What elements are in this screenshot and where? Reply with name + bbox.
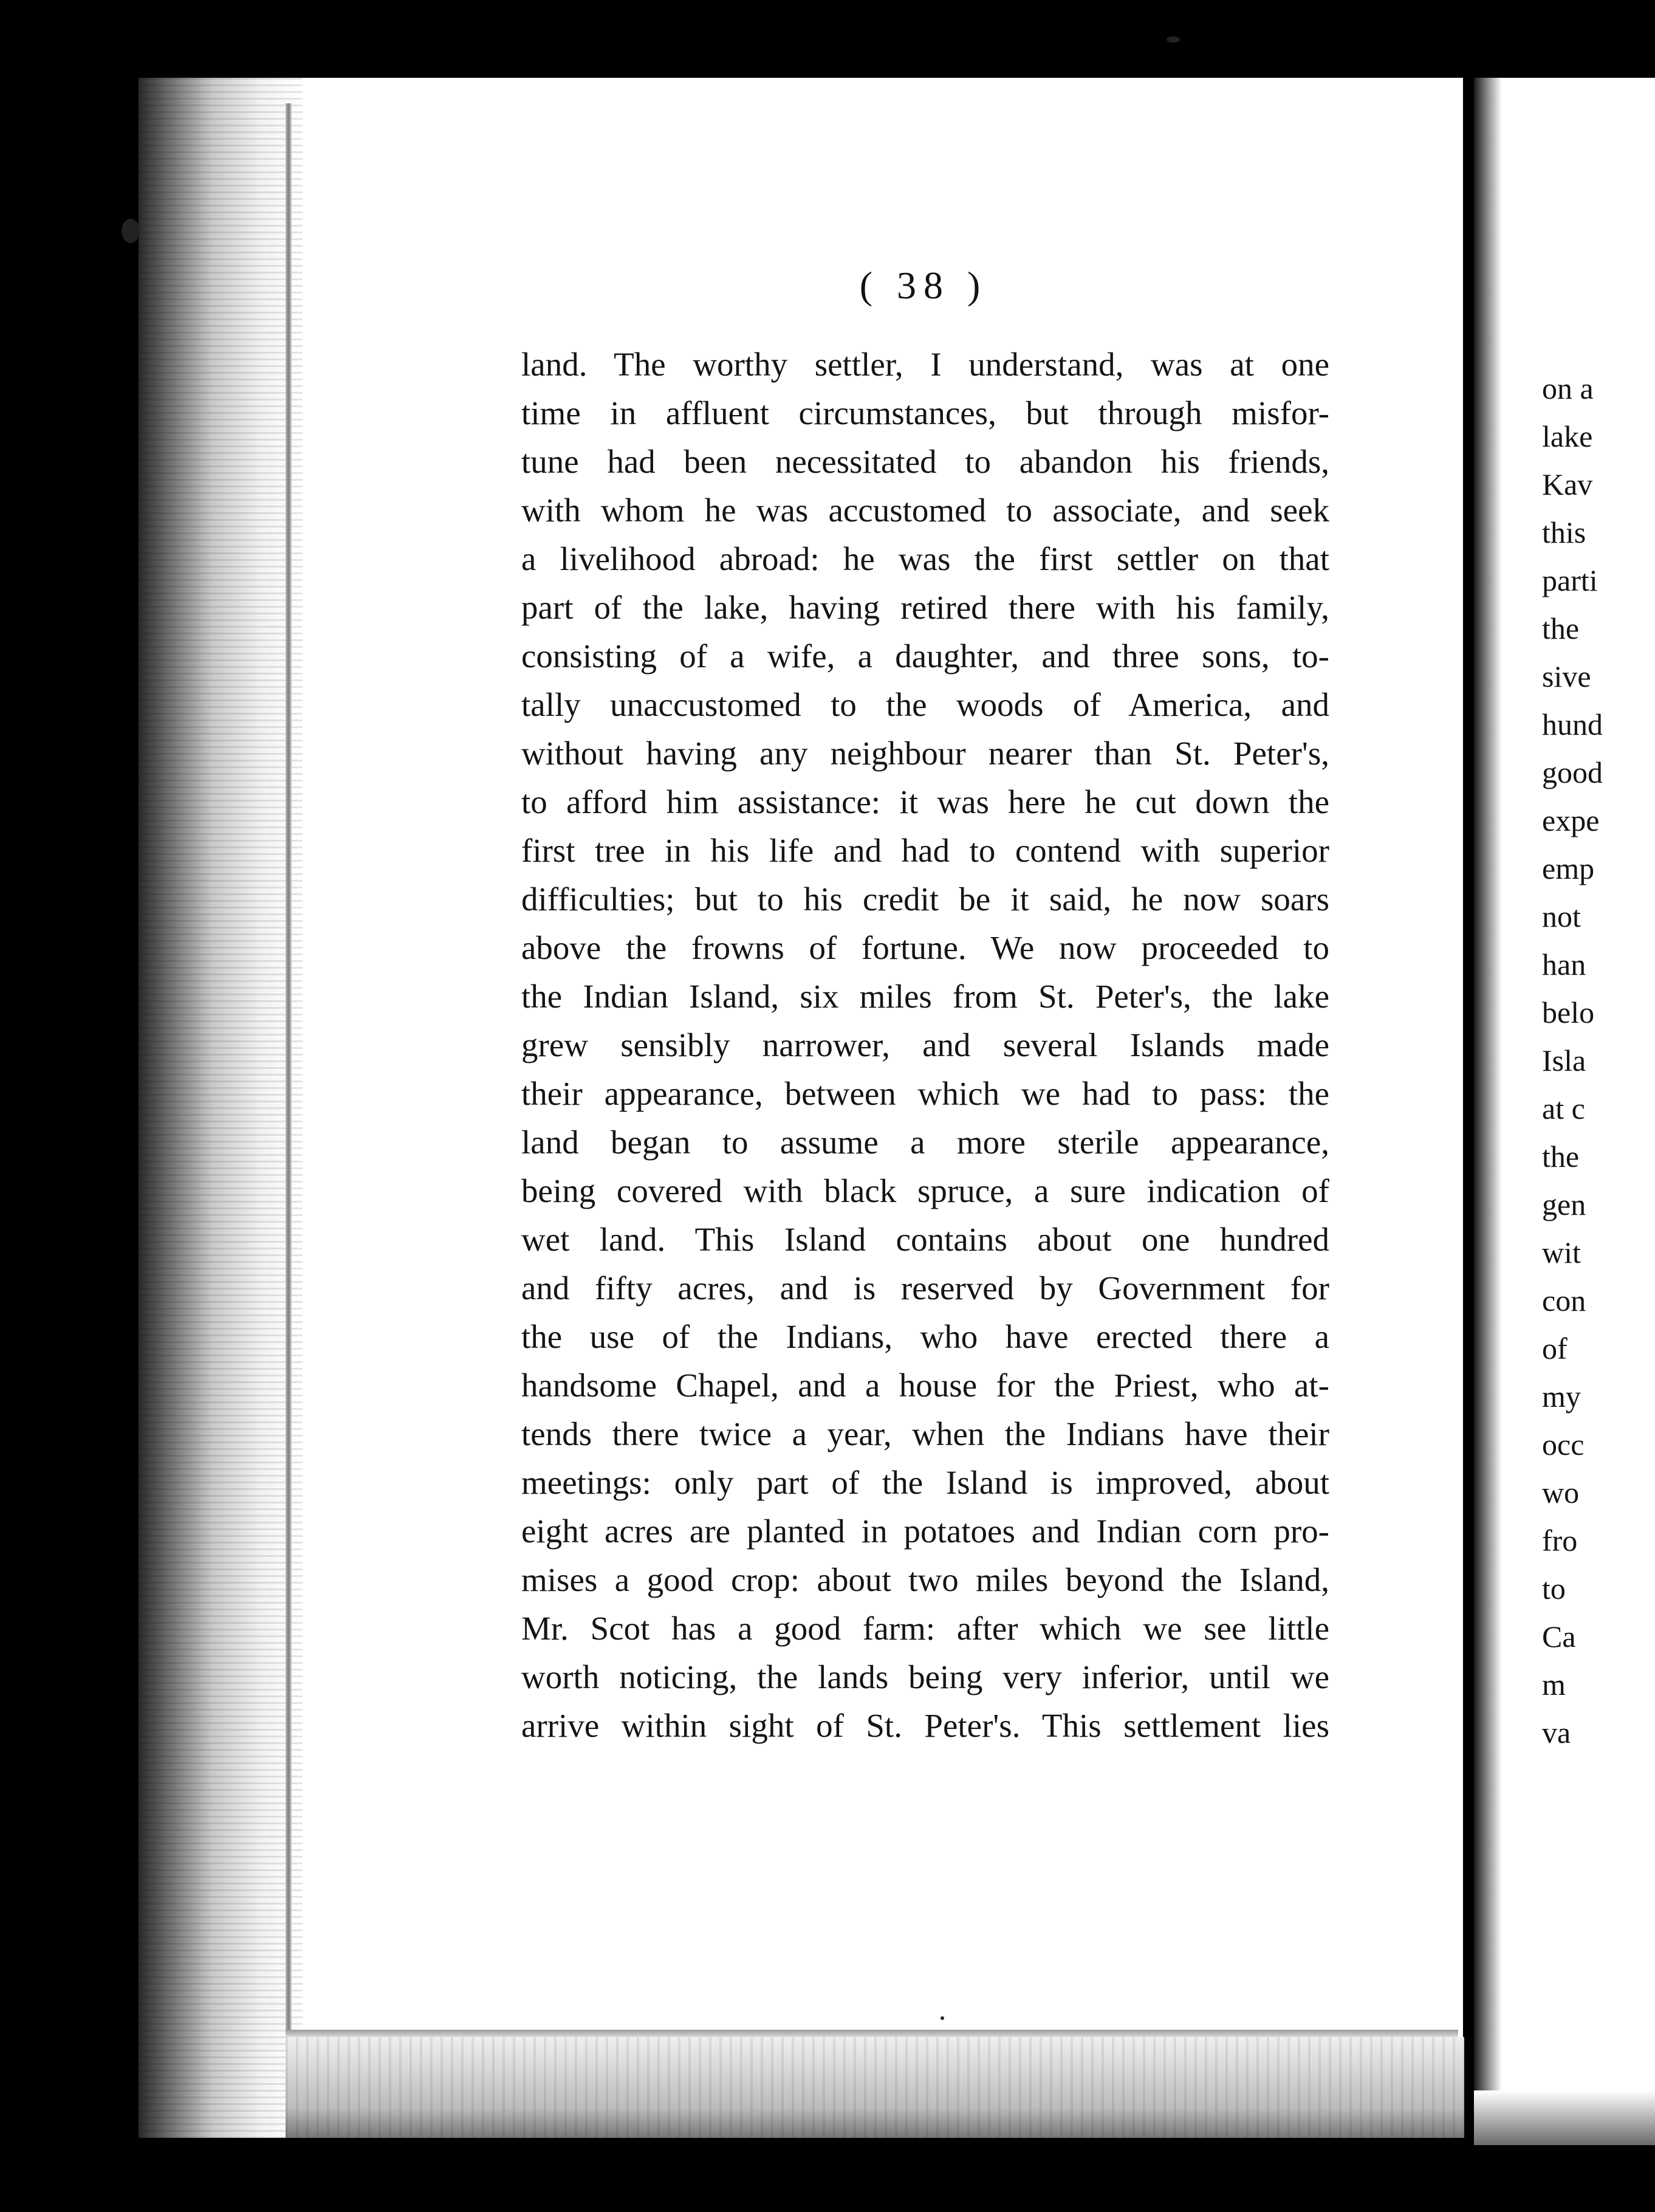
facing-page-line-fragment: lake <box>1542 419 1593 453</box>
facing-page-line-fragment: the <box>1542 1139 1580 1173</box>
text-line: grew sensibly narrower, and several Islands made <box>521 1026 1329 1063</box>
facing-page-line-fragment: con <box>1542 1283 1586 1317</box>
facing-page-gutter-shadow <box>1474 78 1502 2144</box>
facing-page-line-fragment: to <box>1542 1571 1566 1606</box>
facing-page-line-fragment: fro <box>1542 1523 1578 1558</box>
text-line: difficulties; but to his credit be it said, he now soars <box>521 881 1329 918</box>
text-line: the Indian Island, six miles from St. Peter's, the lake <box>521 978 1329 1015</box>
facing-page-line-fragment: not <box>1542 899 1581 933</box>
ink-speck <box>1167 36 1180 43</box>
facing-page-line-fragment: hund <box>1542 707 1603 741</box>
facing-page-line-fragment: the <box>1542 611 1580 645</box>
text-line: to afford him assistance: it was here he cut down the <box>521 783 1329 820</box>
text-line: wet land. This Island contains about one hundred <box>521 1221 1329 1258</box>
text-line: a livelihood abroad: he was the first settler on that <box>521 540 1329 577</box>
ink-speck <box>941 2016 944 2020</box>
text-line: time in affluent circumstances, but through misfor- <box>521 394 1329 431</box>
text-line: and fifty acres, and is reserved by Government for <box>521 1269 1329 1307</box>
text-line: arrive within sight of St. Peter's. This settlement lies <box>521 1707 1329 1744</box>
text-line: mises a good crop: about two miles beyond the Island, <box>521 1561 1329 1598</box>
text-line: eight acres are planted in potatoes and Indian corn pro- <box>521 1513 1329 1550</box>
facing-page-line-fragment: my <box>1542 1379 1581 1413</box>
facing-page-line-fragment: this <box>1542 515 1586 549</box>
text-line: land. The worthy settler, I understand, was at one <box>521 346 1329 383</box>
text-line: land began to assume a more sterile appearance, <box>521 1124 1329 1161</box>
text-line: tune had been necessitated to abandon his friends, <box>521 443 1329 480</box>
text-line: first tree in his life and had to contend with superior <box>521 832 1329 869</box>
page-number: ( 38 ) <box>859 264 988 307</box>
text-line: worth noticing, the lands being very inferior, until we <box>521 1658 1329 1695</box>
text-line: consisting of a wife, a daughter, and three sons, to- <box>521 637 1329 675</box>
facing-page-line-fragment: on a <box>1542 371 1594 405</box>
ink-speck <box>122 219 140 243</box>
text-line: without having any neighbour nearer than St. Peter's, <box>521 735 1329 772</box>
facing-page-line-fragment: va <box>1542 1716 1571 1750</box>
text-line: tends there twice a year, when the Indians have their <box>521 1415 1329 1452</box>
facing-page-line-fragment: of <box>1542 1331 1568 1365</box>
text-line: with whom he was accustomed to associate, and seek <box>521 492 1329 529</box>
facing-page-line-fragment: wit <box>1542 1235 1581 1269</box>
facing-page-line-fragment: emp <box>1542 851 1595 885</box>
text-line: Mr. Scot has a good farm: after which we see little <box>521 1610 1329 1647</box>
facing-page-line-fragment: gen <box>1542 1187 1586 1221</box>
facing-page-line-fragment: sive <box>1542 659 1591 693</box>
facing-page-line-fragment: parti <box>1542 563 1598 597</box>
text-line: their appearance, between which we had to pass: the <box>521 1075 1329 1112</box>
text-line: above the frowns of fortune. We now proceeded to <box>521 929 1329 966</box>
facing-page-line-fragment: wo <box>1542 1475 1580 1510</box>
facing-page-line-fragment: belo <box>1542 995 1595 1029</box>
facing-page-line-fragment: Ca <box>1542 1619 1576 1654</box>
binding-edge <box>139 78 303 2138</box>
text-line: part of the lake, having retired there with his family, <box>521 589 1329 626</box>
text-line: handsome Chapel, and a house for the Priest, who at- <box>521 1367 1329 1404</box>
facing-page-bottom-edge <box>1474 2090 1655 2145</box>
bottom-page-edge <box>286 2037 1464 2138</box>
text-line: being covered with black spruce, a sure indication of <box>521 1172 1329 1209</box>
facing-page-line-fragment: good <box>1542 755 1603 789</box>
bottom-page-fold <box>286 2030 1458 2037</box>
facing-page-line-fragment: han <box>1542 947 1586 981</box>
facing-page-text <box>1542 365 1655 1757</box>
facing-page-line-fragment: m <box>1542 1668 1566 1702</box>
facing-page-line-fragment: occ <box>1542 1427 1585 1461</box>
facing-page-line-fragment: at c <box>1542 1091 1585 1125</box>
text-line: the use of the Indians, who have erected there a <box>521 1318 1329 1355</box>
facing-page-line-fragment: Isla <box>1542 1043 1586 1077</box>
text-line: meetings: only part of the Island is improved, about <box>521 1464 1329 1501</box>
binding-fold <box>286 103 292 2103</box>
facing-page-line-fragment: expe <box>1542 803 1600 837</box>
body-text <box>521 340 1329 1750</box>
text-line: tally unaccustomed to the woods of America, and <box>521 686 1329 723</box>
facing-page-line-fragment: Kav <box>1542 467 1593 501</box>
